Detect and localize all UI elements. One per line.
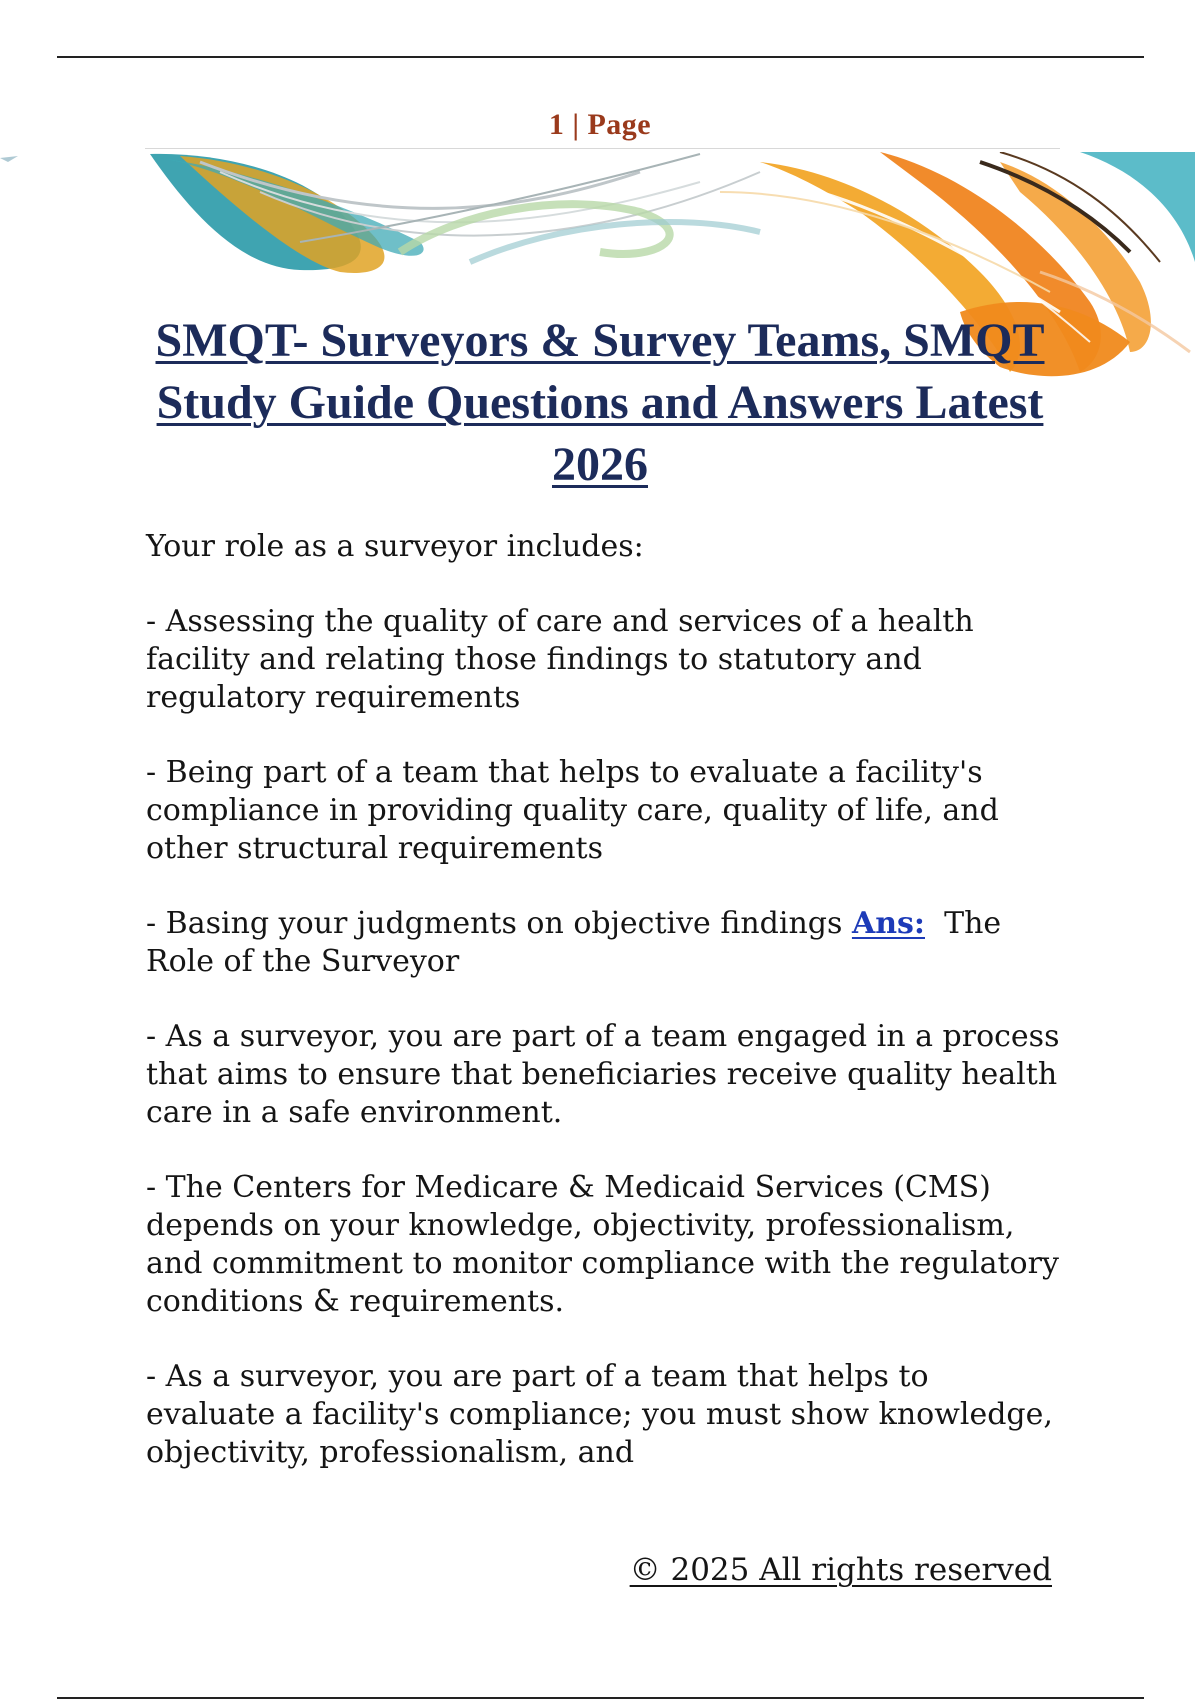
role-item-team: - Being part of a team that helps to evaluate a facility's compliance in providing quality care, quality of life, and other structural requirements [146,755,999,866]
question-text: - Basing your judgments on objective findings [146,906,843,941]
page-number-label: 1 | Page [548,108,652,141]
cms-paragraph: - The Centers for Medicare & Medicaid Services (CMS) depends on your knowledge, objectivity, professionalism, and commitment to monitor compliance with the regulatory conditions & requirements. [146,1170,1059,1319]
surveyor-process-paragraph: - As a surveyor, you are part of a team engaged in a process that aims to ensure that beneficiaries receive quality health care in a safe environment. [146,1019,1060,1130]
document-body [146,528,1066,1509]
bottom-rule [57,1697,1144,1699]
header-divider [145,148,1060,149]
surveyor-compliance-paragraph: - As a surveyor, you are part of a team that helps to evaluate a facility's compliance; you must show knowledge, objectivity, professionalism, and [146,1359,1053,1470]
qa-paragraph [146,905,1066,981]
copyright-notice: © 2025 All rights reserved [629,1552,1052,1588]
answer-text: The Role of the Surveyor [146,906,1002,979]
role-item-assessing: - Assessing the quality of care and services of a health facility and relating those findings to statutory and regulatory requirements [146,604,974,715]
document-title: SMQT- Surveyors & Survey Teams, SMQT Study Guide Questions and Answers Latest 2026 [155,314,1045,491]
answer-link[interactable]: Ans: [851,906,925,941]
intro-paragraph: Your role as a surveyor includes: [146,529,644,564]
top-rule [57,56,1144,58]
